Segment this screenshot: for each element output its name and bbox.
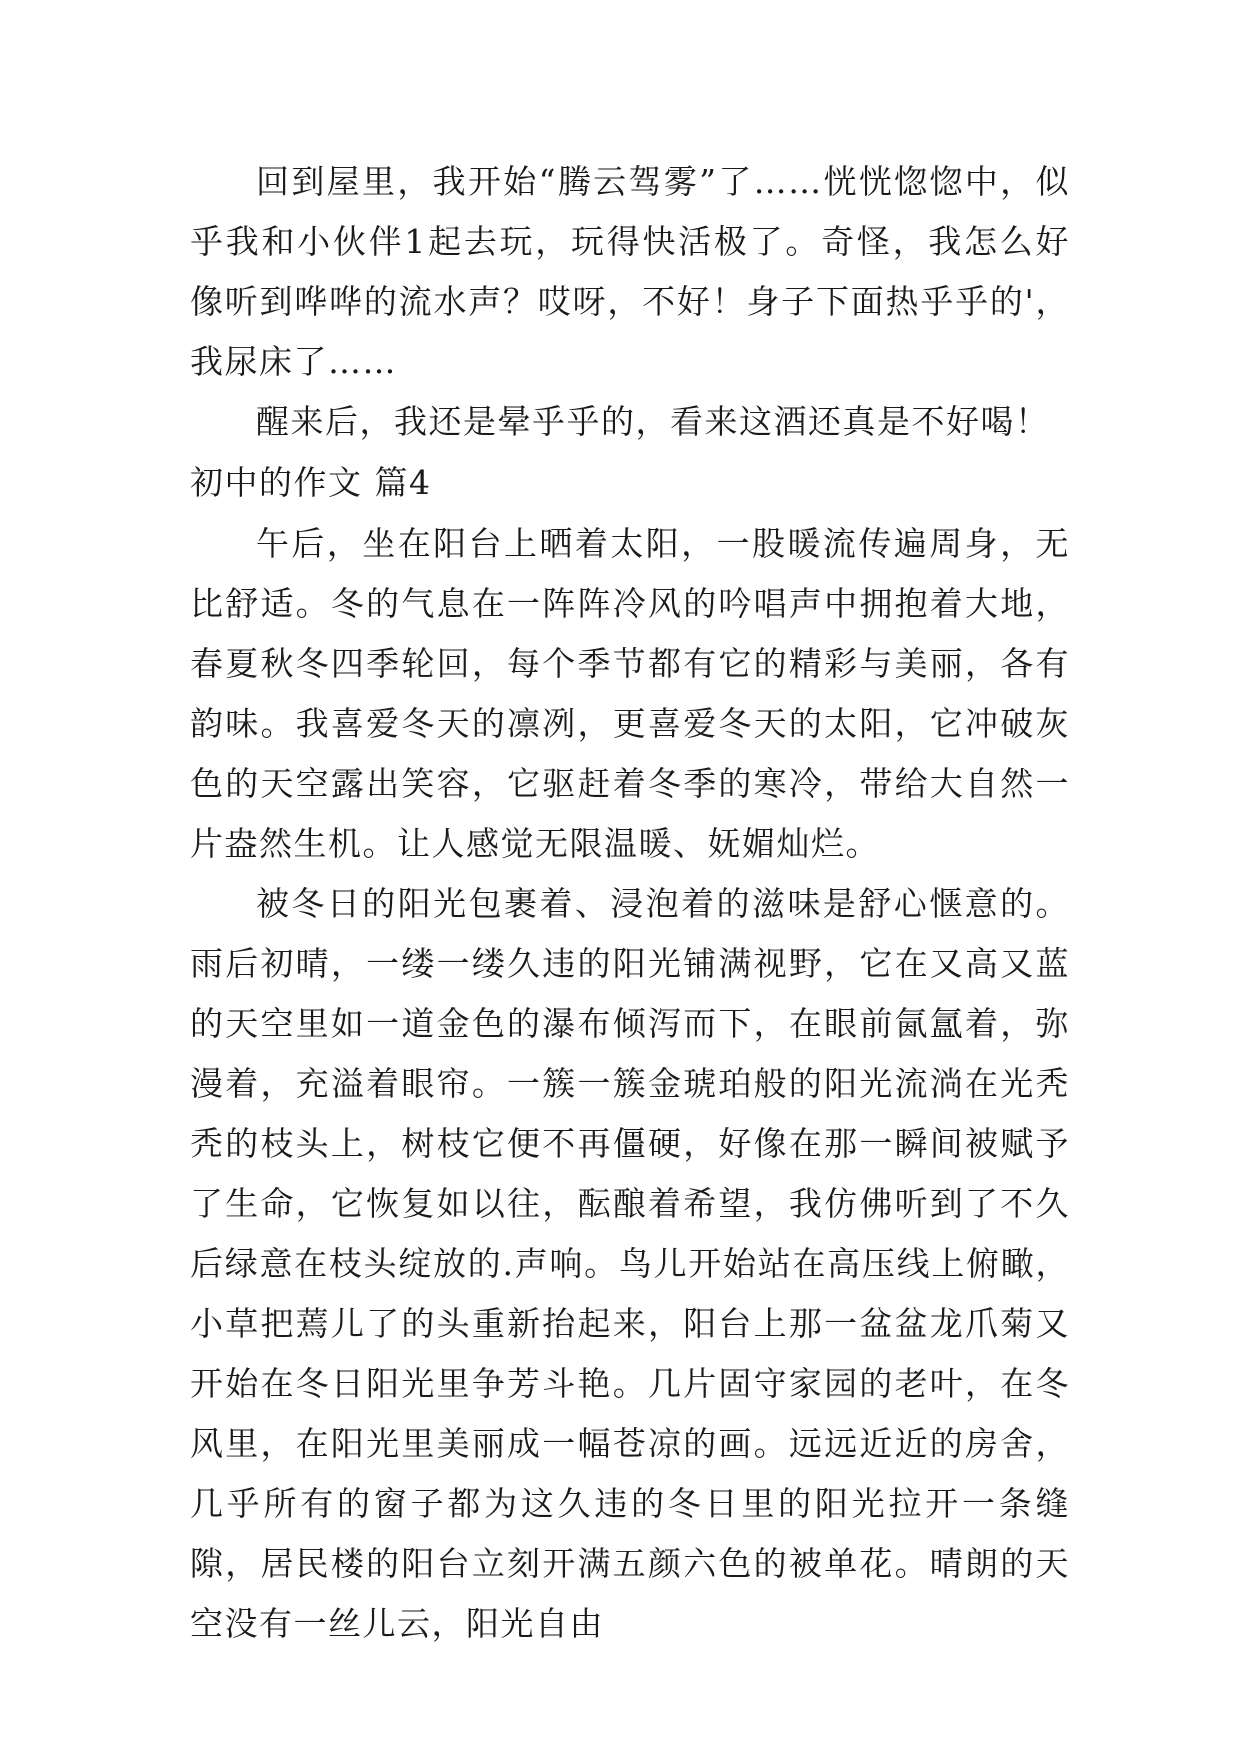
paragraph: 醒来后，我还是晕乎乎的，看来这酒还真是不好喝！	[256, 402, 1050, 441]
document-body	[190, 152, 1070, 1654]
section-title: 初中的作文 篇4	[190, 463, 432, 502]
paragraph: 午后，坐在阳台上晒着太阳，一股暖流传遍周身，无比舒适。冬的气息在一阵阵冷风的吟唱声中拥抱着大地，春夏秋冬四季轮回，每个季节都有它的精彩与美丽，各有韵味。我喜爱冬天的凛冽，更喜爱冬天的太阳，它冲破灰色的天空露出笑容，它驱赶着冬季的寒冷，带给大自然一片盎然生机。让人感觉无限温暖、妩媚灿烂。	[190, 524, 1070, 863]
paragraph: 被冬日的阳光包裹着、浸泡着的滋味是舒心惬意的。雨后初晴，一缕一缕久违的阳光铺满视野，它在又高又蓝的天空里如一道金色的瀑布倾泻而下，在眼前氤氲着，弥漫着，充溢着眼帘。一簇一簇金琥珀般的阳光流淌在光秃秃的枝头上，树枝它便不再僵硬，好像在那一瞬间被赋予了生命，它恢复如以往，酝酿着希望，我仿佛听到了不久后绿意在枝头绽放的.声响。鸟儿开始站在高压线上俯瞰，小草把蔫儿了的头重新抬起来，阳台上那一盆盆龙爪菊又开始在冬日阳光里争芳斗艳。几片固守家园的老叶，在冬风里，在阳光里美丽成一幅苍凉的画。远远近近的房舍，几乎所有的窗子都为这久违的冬日里的阳光拉开一条缝隙，居民楼的阳台立刻开满五颜六色的被单花。晴朗的天空没有一丝儿云，阳光自由	[190, 884, 1070, 1643]
paragraph: 回到屋里，我开始“腾云驾雾”了……恍恍惚惚中，似乎我和小伙伴1起去玩，玩得快活极了。奇怪，我怎么好像听到哗哗的流水声？哎呀，不好！身子下面热乎乎的'，我尿床了……	[190, 162, 1070, 381]
